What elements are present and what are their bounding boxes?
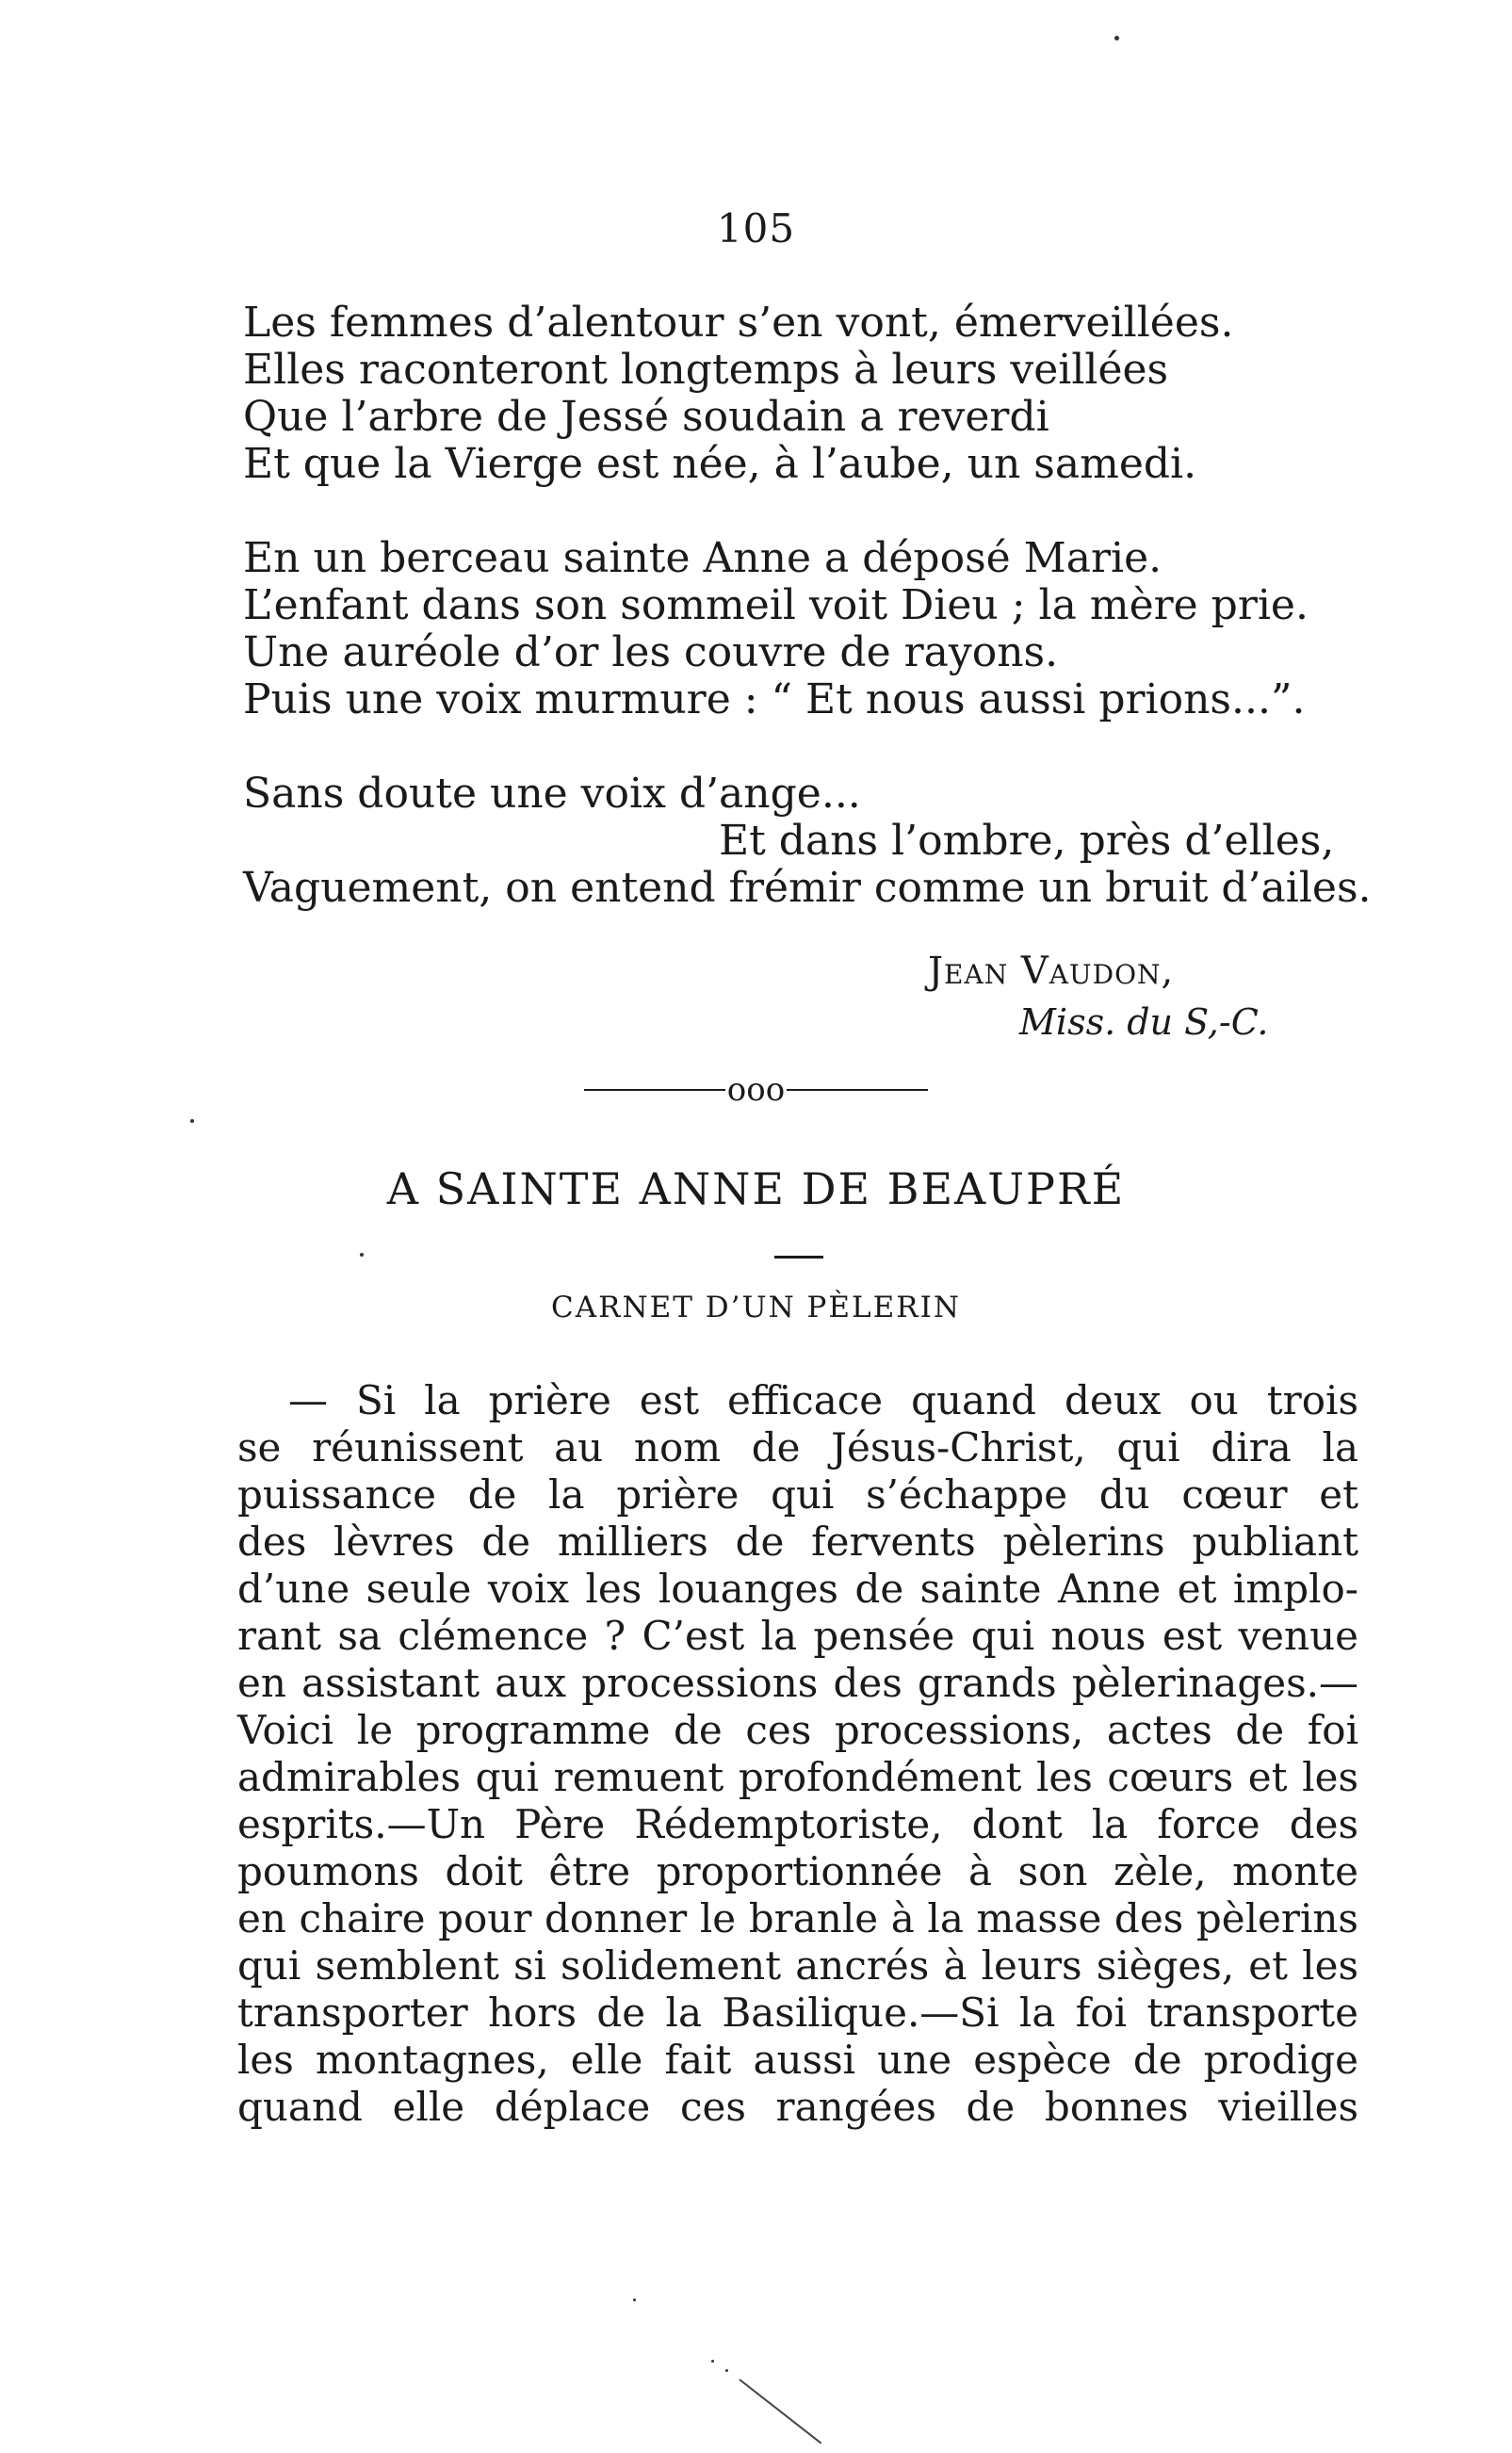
poem-author-affiliation: Miss. du S,-C.: [1019, 1001, 1269, 1043]
article-body: [237, 1377, 1358, 2131]
scan-speck: [1114, 36, 1119, 41]
scan-speck: [360, 1253, 364, 1257]
body-line: puissance de la prière qui s’échappe du cœur et: [237, 1471, 1358, 1518]
scan-speck: [633, 2299, 636, 2301]
scan-speck: [711, 2360, 714, 2363]
poem-line: Et que la Vierge est née, à l’aube, un samedi.: [243, 440, 1197, 488]
body-line: en assistant aux processions des grands pèlerinages.—: [237, 1660, 1358, 1706]
scan-speck: [190, 1119, 194, 1123]
poem-line: Puis une voix murmure : “ Et nous aussi prions...”.: [243, 675, 1306, 723]
separator-rule-right: [787, 1089, 928, 1091]
section-separator: [0, 1069, 1512, 1109]
poem-line: Elles raconteront longtemps à leurs veillées: [243, 346, 1169, 394]
poem-line: Les femmes d’alentour s’en vont, émerveillées.: [243, 299, 1234, 347]
poem-line: Sans doute une voix d’ange...: [243, 770, 861, 818]
separator-ornament: ooo: [726, 1071, 786, 1109]
poem-author: Jean Vaudon,: [928, 950, 1175, 993]
body-line: quand elle déplace ces rangées de bonnes vieilles: [237, 2084, 1358, 2130]
title-rule: [774, 1256, 823, 1259]
poem-line: L’enfant dans son sommeil voit Dieu ; la mère prie.: [243, 581, 1309, 629]
body-line: se réunissent au nom de Jésus-Christ, qui dira la: [237, 1424, 1358, 1470]
body-line: qui semblent si solidement ancrés à leurs sièges, et les: [237, 1942, 1358, 1989]
poem-line-indented: Et dans l’ombre, près d’elles,: [719, 817, 1335, 865]
poem-line: Une auréole d’or les couvre de rayons.: [243, 628, 1059, 676]
poem-line: En un berceau sainte Anne a déposé Marie.: [243, 534, 1162, 582]
body-line: rant sa clémence ? C’est la pensée qui nous est venue: [237, 1613, 1358, 1659]
scan-stroke: [739, 2379, 821, 2444]
poem-stanza-3: [243, 771, 1374, 912]
body-line: transporter hors de la Basilique.—Si la foi transporte: [237, 1990, 1358, 2036]
body-line: admirables qui remuent profondément les cœurs et les: [237, 1754, 1358, 1800]
article-subtitle: CARNET D’UN PÈLERIN: [551, 1291, 961, 1324]
body-line: d’une seule voix les louanges de sainte Anne et implo-: [237, 1566, 1358, 1612]
separator-rule-left: [584, 1089, 725, 1091]
scan-speck: [725, 2369, 728, 2372]
body-line: — Si la prière est efficace quand deux ou trois: [288, 1377, 1358, 1423]
body-line: Voici le programme de ces processions, actes de foi: [237, 1707, 1358, 1753]
body-line: les montagnes, elle fait aussi une espèce de prodige: [237, 2037, 1358, 2083]
article-title: A SAINTE ANNE DE BEAUPRÉ: [386, 1163, 1126, 1214]
poem-stanza-2: [243, 535, 1374, 723]
body-line: poumons doit être proportionnée à son zèle, monte: [237, 1848, 1358, 1894]
body-line: esprits.—Un Père Rédemptoriste, dont la force des: [237, 1801, 1358, 1847]
body-line: en chaire pour donner le branle à la masse des pèlerins: [237, 1895, 1358, 1941]
poem-line: Que l’arbre de Jessé soudain a reverdi: [243, 393, 1049, 441]
poem-stanza-1: [243, 300, 1374, 488]
poem-line: Vaguement, on entend frémir comme un bruit d’ailes.: [243, 864, 1372, 912]
body-line: des lèvres de milliers de fervents pèlerins publiant: [237, 1519, 1358, 1565]
page-number: 105: [716, 205, 796, 252]
